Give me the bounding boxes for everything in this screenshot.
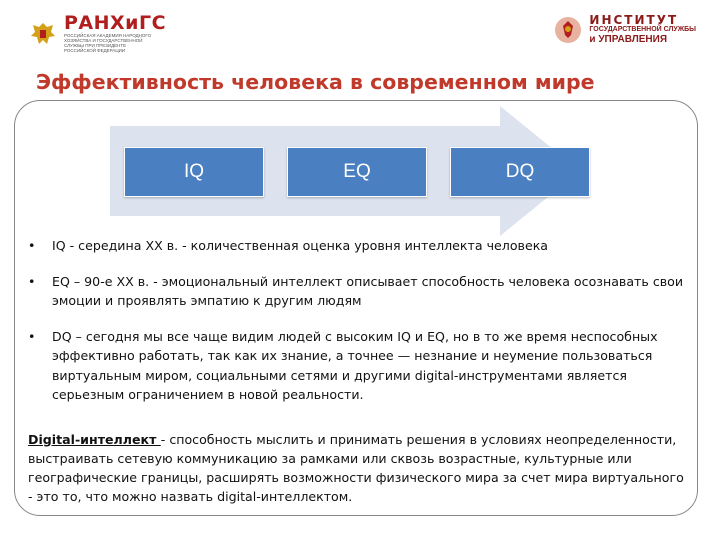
- ranepa-logo-name: РАНХиГС: [64, 12, 167, 34]
- double-eagle-emblem-icon: [28, 19, 58, 49]
- ranepa-logo: [28, 14, 166, 53]
- eq-box: EQ: [287, 147, 427, 197]
- institute-emblem-icon: [553, 15, 583, 45]
- bullet-list: [28, 236, 698, 421]
- slide-title: Эффективность человека в современном мире: [36, 70, 595, 94]
- bullet-dot: •: [28, 238, 36, 253]
- bullet-dq: [28, 327, 698, 405]
- digital-intelligence-text: - способность мыслить и принимать решения в условиях неопределенности, выстраивать сетевую коммуникацию за рамками или сквозь возрастные, культурные или географические границы, расширять возможности физического мира за счет мира виртуального - это то, что можно назвать digital-интеллектом.: [28, 432, 684, 504]
- bullet-eq: [28, 272, 698, 311]
- bullet-dq-text: DQ – сегодня мы все чаще видим людей с высоким IQ и EQ, но в то же время неспособных эффективно работать, так как их знание, а точнее — незнание и неумение пользоваться виртуальным миром, социальными сетями и другими digital-инструментами является серьезным ограничением в новой реальности.: [52, 328, 658, 402]
- bullet-dot: •: [28, 328, 36, 344]
- bullet-iq-text: IQ - середина XX в. - количественная оценка уровня интеллекта человека: [52, 238, 549, 253]
- digital-intelligence-definition: [28, 430, 692, 506]
- bullet-iq: [28, 236, 698, 256]
- institute-logo-line2: ГОСУДАРСТВЕННОЙ СЛУЖБЫ: [589, 26, 696, 33]
- bullet-eq-text: EQ – 90-е XX в. - эмоциональный интеллект описывает способность человека осознавать свои эмоции и проявлять эмпатию к другим людям: [52, 273, 684, 308]
- dq-box: DQ: [450, 147, 590, 197]
- ranepa-logo-subtitle: РОССИЙСКАЯ АКАДЕМИЯ НАРОДНОГО ХОЗЯЙСТВА И ГОСУДАРСТВЕННОЙ СЛУЖБЫ ПРИ ПРЕЗИДЕНТЕ РОССИЙСКОЙ ФЕДЕРАЦИИ: [64, 33, 152, 53]
- digital-intelligence-term: Digital-интеллект: [28, 432, 161, 447]
- bullet-dot: •: [28, 273, 36, 289]
- iq-box: IQ: [124, 147, 264, 197]
- institute-logo-line1: ИНСТИТУТ: [589, 13, 679, 27]
- institute-logo-line3: и УПРАВЛЕНИЯ: [589, 34, 668, 45]
- institute-logo: [553, 14, 696, 45]
